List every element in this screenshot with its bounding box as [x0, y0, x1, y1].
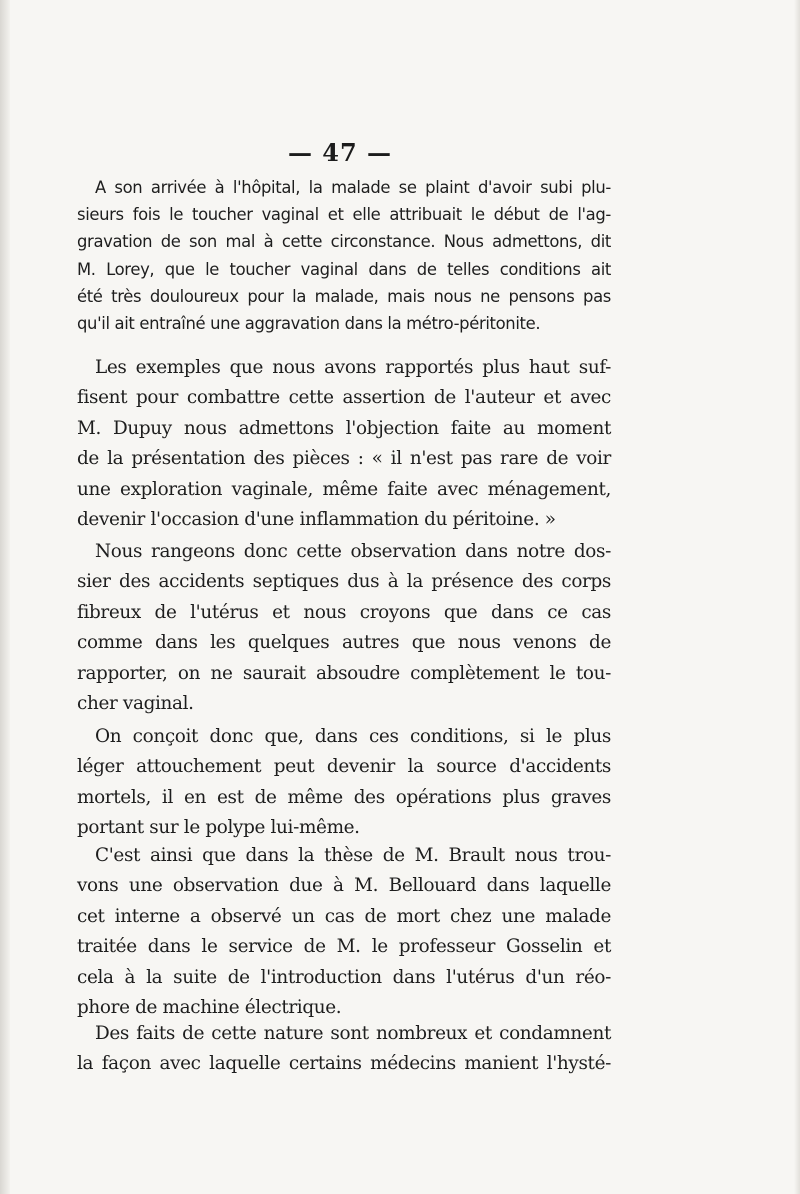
text-line: une exploration vaginale, même faite avec ménagement, [77, 478, 611, 500]
text-line: Des faits de cette nature sont nombreux et condamnent [95, 1023, 611, 1044]
text-line: fisent pour combattre cette assertion de l'auteur et avec [77, 387, 611, 409]
text-line: qu'il ait entraîné une aggravation dans la métro-péritonite. [77, 314, 541, 334]
text-line: la façon avec laquelle certains médecins manient l'hysté- [77, 1053, 611, 1075]
text-line: léger attouchement peut devenir la source d'accidents [77, 756, 611, 778]
text-line: sier des accidents septiques dus à la présence des corps [77, 571, 611, 593]
text-line: devenir l'occasion d'une inflammation du péritoine. » [77, 509, 556, 531]
text-line: sieurs fois le toucher vaginal et elle attribuait le début de l'ag- [77, 205, 611, 225]
text-line: de la présentation des pièces : « il n'est pas rare de voir [77, 448, 611, 470]
paragraph-4 [77, 841, 611, 1023]
text-line: vons une observation due à M. Bellouard dans laquelle [77, 875, 611, 897]
page-edge-left [0, 0, 10, 1194]
page-edge-right [794, 0, 800, 1194]
page-number: — 47 — [287, 138, 393, 167]
paragraph-3 [77, 722, 611, 844]
paragraph-1 [77, 353, 611, 535]
text-line: phore de machine électrique. [77, 997, 342, 1019]
text-line: Les exemples que nous avons rapportés plus haut suf- [95, 357, 611, 378]
text-line: Nous rangeons donc cette observation dans notre dos- [95, 541, 611, 562]
text-line: portant sur le polype lui-même. [77, 817, 360, 839]
text-line: comme dans les quelques autres que nous venons de [77, 632, 611, 654]
paragraph-2 [77, 537, 611, 719]
text-line: été très douloureux pour la malade, mais nous ne pensons pas [77, 286, 611, 306]
quoted-passage [77, 174, 611, 337]
text-line: M. Lorey, que le toucher vaginal dans de telles conditions ait [77, 259, 611, 279]
text-line: C'est ainsi que dans la thèse de M. Brault nous trou- [95, 845, 611, 866]
paragraph-5 [77, 1019, 611, 1080]
text-line: On conçoit donc que, dans ces conditions, si le plus [95, 726, 611, 747]
text-line: rapporter, on ne saurait absoudre complètement le tou- [77, 662, 611, 684]
text-line: M. Dupuy nous admettons l'objection faite au moment [77, 417, 611, 439]
text-line: cher vaginal. [77, 693, 194, 715]
text-line: gravation de son mal à cette circonstance. Nous admettons, dit [77, 232, 611, 252]
text-line: traitée dans le service de M. le professeur Gosselin et [77, 936, 611, 958]
text-line: fibreux de l'utérus et nous croyons que dans ce cas [77, 601, 611, 623]
text-line: A son arrivée à l'hôpital, la malade se plaint d'avoir subi plu- [95, 178, 611, 197]
text-line: cela à la suite de l'introduction dans l'utérus d'un réo- [77, 966, 611, 988]
text-line: cet interne a observé un cas de mort chez une malade [77, 905, 611, 927]
text-line: mortels, il en est de même des opérations plus graves [77, 786, 611, 808]
